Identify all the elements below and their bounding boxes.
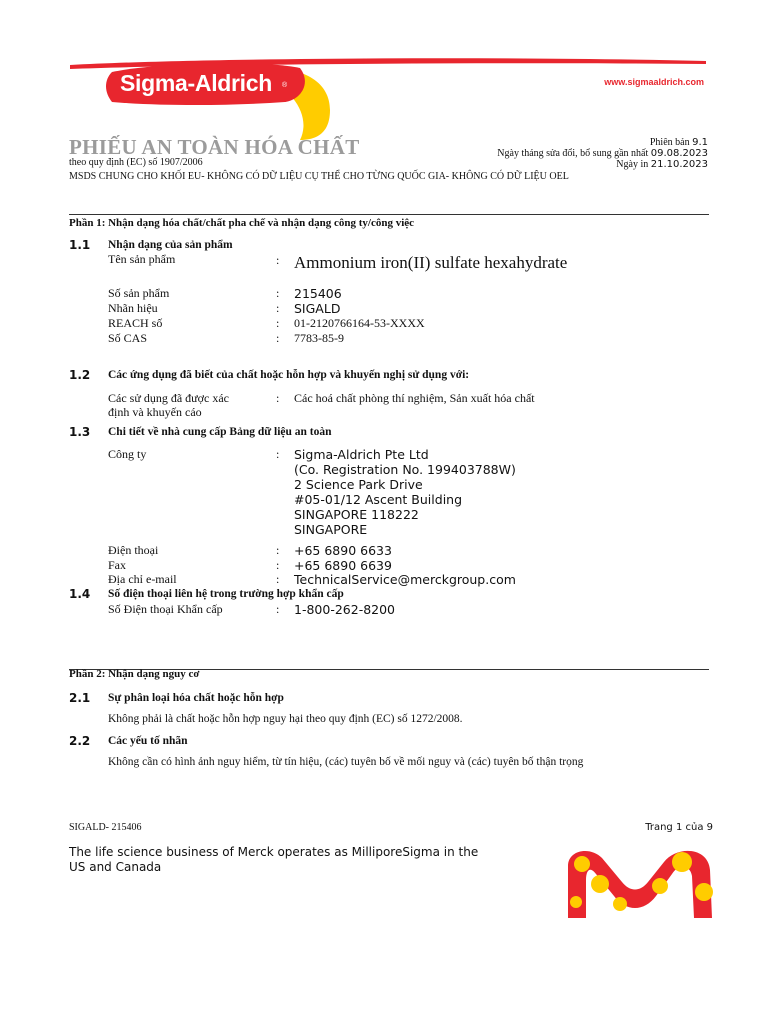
cas-value: 7783-85-9: [294, 331, 344, 345]
colon: :: [276, 572, 280, 586]
colon: :: [276, 286, 280, 300]
colon: :: [276, 602, 280, 616]
footer-note: The life science business of Merck operates as MilliporeSigma in the US and Canada: [69, 845, 479, 874]
company-address: [294, 447, 516, 537]
subsection-number: 1.1: [69, 238, 91, 252]
section-2-heading: Phần 2: Nhận dạng nguy cơ: [69, 668, 200, 680]
colon: :: [276, 447, 280, 461]
company-address-line: SINGAPORE: [294, 522, 368, 537]
section-1-heading: Phần 1: Nhận dạng hóa chất/chất pha chế và nhận dạng công ty/công việc: [69, 217, 415, 229]
brand-label: Nhãn hiệu: [108, 301, 158, 315]
sigma-aldrich-logo: [0, 40, 768, 140]
company-address-line: (Co. Registration No. 199403788W): [294, 462, 516, 477]
msds-line: MSDS CHUNG CHO KHỐI EU- KHÔNG CÓ DỮ LIỆU CỤ THỂ CHO TỪNG QUỐC GIA- KHÔNG CÓ DỮ LIỆU OEL: [69, 171, 569, 182]
document-title: PHIẾU AN TOÀN HÓA CHẤT: [69, 135, 360, 159]
fax-label: Fax: [108, 558, 126, 572]
product-number-label: Số sản phẩm: [108, 286, 170, 300]
colon: :: [276, 316, 280, 330]
subsection-title: Sự phân loại hóa chất hoặc hỗn hợp: [108, 692, 284, 704]
footer-product-code: SIGALD- 215406: [69, 822, 142, 833]
subsection-title: Các ứng dụng đã biết của chất hoặc hỗn hợp và khuyến nghị sử dụng với:: [108, 369, 470, 381]
company-label: Công ty: [108, 447, 147, 461]
subsection-title: Nhận dạng của sản phẩm: [108, 239, 233, 251]
cas-label: Số CAS: [108, 331, 148, 345]
uses-label: Các sử dụng đã được xác định và khuyến cáo: [108, 391, 229, 419]
page-number: Trang 1 của 9: [645, 822, 713, 833]
subsection-number: 2.2: [69, 734, 91, 748]
subsection-title: Chi tiết về nhà cung cấp Bảng dữ liệu an toàn: [108, 426, 332, 438]
classification-text: Không phải là chất hoặc hỗn hợp nguy hại theo quy định (EC) số 1272/2008.: [108, 713, 463, 725]
phone-value: +65 6890 6633: [294, 543, 392, 558]
product-name-value: Ammonium iron(II) sulfate hexahydrate: [294, 253, 568, 272]
company-address-line: Sigma-Aldrich Pte Ltd: [294, 447, 429, 462]
colon: :: [276, 543, 280, 557]
email-label: Địa chỉ e-mail: [108, 572, 177, 586]
revision-date: Ngày tháng sửa đổi, bổ sung gần nhất 09.08.2023: [497, 148, 708, 159]
email-value[interactable]: TechnicalService@merckgroup.com: [294, 572, 516, 587]
brand-value: SIGALD: [294, 301, 341, 316]
colon: :: [276, 331, 280, 345]
subsection-title: Các yếu tố nhãn: [108, 735, 188, 747]
reach-label: REACH số: [108, 316, 163, 330]
product-name-label: Tên sản phẩm: [108, 252, 176, 266]
brand-logo-text: Sigma-Aldrich: [120, 70, 273, 96]
subsection-number: 2.1: [69, 691, 91, 705]
company-address-line: SINGAPORE 118222: [294, 507, 419, 522]
subsection-number: 1.3: [69, 425, 91, 439]
registered-mark: ®: [282, 82, 288, 89]
website-link[interactable]: www.sigmaaldrich.com: [604, 77, 704, 87]
subsection-number: 1.4: [69, 587, 91, 601]
colon: :: [276, 253, 280, 267]
merck-m-logo: [560, 840, 720, 920]
print-date: Ngày in 21.10.2023: [616, 159, 708, 170]
emergency-phone-label: Số Điện thoại Khẩn cấp: [108, 602, 223, 616]
colon: :: [276, 558, 280, 572]
uses-value: Các hoá chất phòng thí nghiệm, Sản xuất hóa chất: [294, 391, 535, 405]
subsection-number: 1.2: [69, 368, 91, 382]
reach-value: 01-2120766164-53-XXXX: [294, 316, 425, 330]
company-address-line: #05-01/12 Ascent Building: [294, 492, 463, 507]
version-info: Phiên bản 9.1: [649, 137, 708, 148]
fax-value: +65 6890 6639: [294, 558, 392, 573]
regulation-line: theo quy định (EC) số 1907/2006: [69, 157, 203, 168]
colon: :: [276, 301, 280, 315]
colon: :: [276, 391, 280, 405]
phone-label: Điện thoại: [108, 543, 159, 557]
emergency-phone-value: 1-800-262-8200: [294, 602, 396, 617]
company-address-line: 2 Science Park Drive: [294, 477, 423, 492]
section-divider: [69, 214, 709, 215]
label-elements-text: Không cần có hình ảnh nguy hiểm, từ tín hiệu, (các) tuyên bố về mối nguy và (các) tuyên bố thận trọng: [108, 756, 584, 768]
subsection-title: Số điện thoại liên hệ trong trường hợp khẩn cấp: [108, 588, 344, 600]
product-number-value: 215406: [294, 286, 342, 301]
